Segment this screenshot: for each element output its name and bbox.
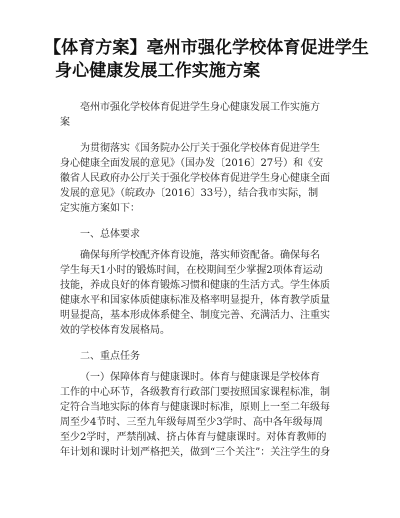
section2-line: 周至少4节时、三至九年级每周至少3学时、高中各年级每周 (60, 417, 323, 428)
spacer (60, 216, 360, 227)
section1-line: 效的学校体育发展格局。 (60, 325, 170, 336)
section2-line: 至少2学时，严禁削减、挤占体育与健康课时。对体育教师的 (60, 432, 327, 443)
section1-line: 明显提高，基本形成体系健全、制度完善、充满活力、注重实 (60, 310, 330, 321)
intro-line: 身心健康全面发展的意见》（国办发〔2016〕27号）和《安 (60, 158, 324, 169)
section-heading: 二、重点任务 (80, 351, 140, 362)
subtitle-line: 案 (60, 117, 70, 128)
section1-line: 学生每天1小时的锻炼时间，在校期间至少掌握2项体育运动 (60, 265, 323, 276)
spacer (60, 130, 360, 141)
section2-line: 工作的中心环节，各级教育行政部门要按照国家课程标准，制 (60, 387, 330, 398)
document-title (44, 37, 369, 83)
intro-line: 徽省人民政府办公厅关于强化学校体育促进学生身心健康全面 (60, 173, 330, 184)
section2-line: 年计划和课时计划严格把关，做到“三个关注”：关注学生的身 (60, 447, 331, 458)
intro-line: 发展的意见》（皖政办〔2016〕33号），结合我市实际，制 (60, 188, 319, 199)
section1-line: 技能，养成良好的体育锻炼习惯和健康的生活方式。学生体质 (60, 280, 330, 291)
section-heading: 一、总体要求 (80, 229, 140, 240)
subtitle-line: 亳州市强化学校体育促进学生身心健康发展工作实施方 (80, 102, 320, 113)
intro-line: 定实施方案如下： (60, 203, 140, 214)
section1-line: 确保每所学校配齐体育设施，落实师资配备。确保每名 (80, 250, 320, 261)
document-body (60, 100, 360, 460)
section1-line: 健康水平和国家体质健康标准及格率明显提升，体育教学质量 (60, 295, 330, 306)
spacer (60, 338, 360, 349)
intro-line: 为贯彻落实《国务院办公厅关于强化学校体育促进学生 (80, 143, 320, 154)
title-line-1: 【体育方案】亳州市强化学校体育促进学生 (44, 38, 369, 58)
section2-line: 定符合当地实际的体育与健康课时标准，原则上一至二年级每 (60, 402, 330, 413)
section2-line: （一）保障体育与健康课时。体育与健康课是学校体育 (80, 372, 320, 383)
title-line-2: 身心健康发展工作实施方案 (55, 61, 261, 81)
